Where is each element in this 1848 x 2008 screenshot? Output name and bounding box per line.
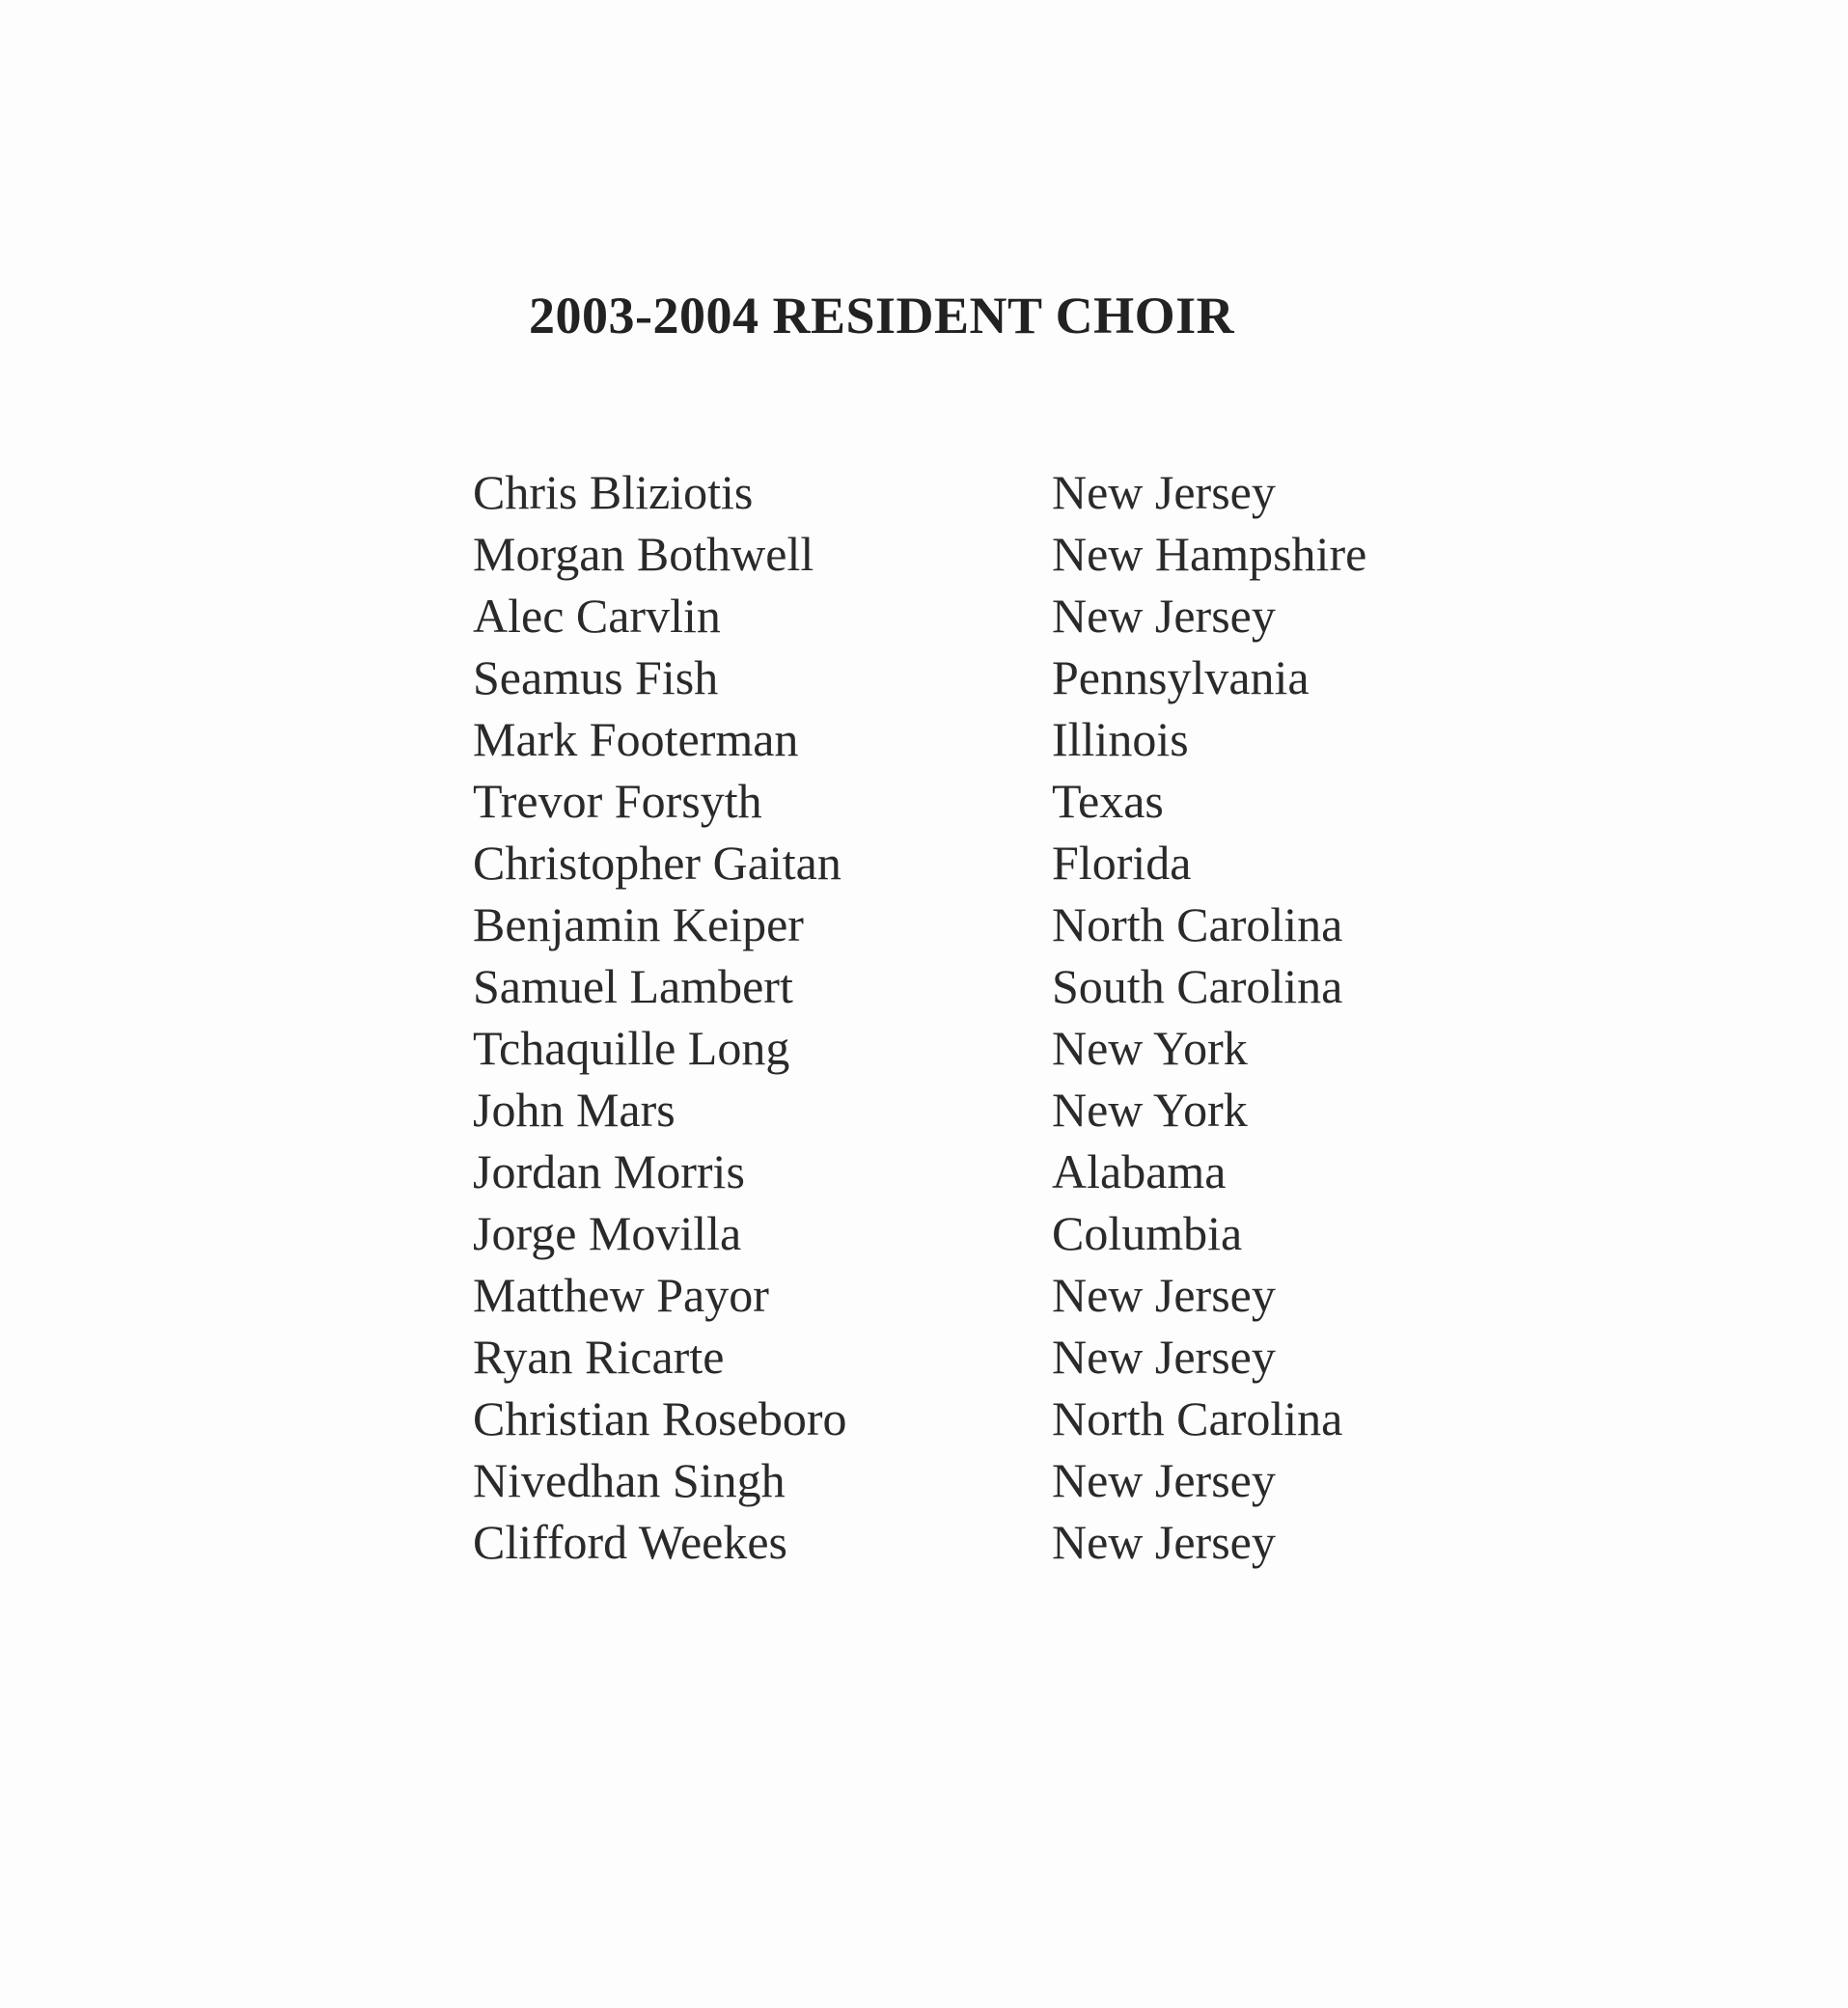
member-name: Alec Carvlin [473,589,721,643]
member-state: Alabama [1052,1144,1227,1198]
member-name: Ryan Ricarte [473,1330,725,1384]
member-state: New York [1052,1083,1248,1137]
member-state: Florida [1052,836,1192,890]
member-name: Trevor Forsyth [473,774,762,828]
member-name: Nivedhan Singh [473,1453,786,1507]
member-state: North Carolina [1052,897,1343,951]
member-state: New Jersey [1052,1515,1276,1569]
roster-row [473,1264,1438,1326]
roster-row [473,1326,1438,1388]
roster-row [473,1141,1438,1202]
roster-row [473,955,1438,1017]
member-name: Benjamin Keiper [473,897,804,951]
member-name: Jorge Movilla [473,1206,742,1260]
roster-row [473,1079,1438,1141]
member-state: Illinois [1052,712,1189,766]
roster-row [473,461,1438,523]
choir-roster [473,461,1438,1573]
roster-row [473,1017,1438,1079]
member-name: Mark Footerman [473,712,799,766]
member-name: Seamus Fish [473,650,719,704]
member-state: New Jersey [1052,1453,1276,1507]
roster-row [473,832,1438,894]
member-name: Tchaquille Long [473,1021,790,1075]
roster-row [473,708,1438,770]
member-name: Christian Roseboro [473,1391,847,1445]
member-name: Morgan Bothwell [473,527,814,581]
member-name: Christopher Gaitan [473,836,841,890]
roster-row [473,1388,1438,1449]
roster-row [473,1511,1438,1573]
roster-row [473,646,1438,708]
member-state: New Hampshire [1052,527,1367,581]
page-title: 2003-2004 RESIDENT CHOIR [529,287,1235,344]
roster-row [473,1202,1438,1264]
roster-row [473,1449,1438,1511]
member-state: New Jersey [1052,1330,1276,1384]
member-name: Chris Bliziotis [473,465,754,519]
roster-row [473,894,1438,955]
member-state: New Jersey [1052,465,1276,519]
roster-row [473,770,1438,832]
member-name: Clifford Weekes [473,1515,788,1569]
member-name: John Mars [473,1083,676,1137]
member-state: North Carolina [1052,1391,1343,1445]
member-state: Columbia [1052,1206,1243,1260]
member-name: Jordan Morris [473,1144,745,1198]
member-state: New York [1052,1021,1248,1075]
member-state: New Jersey [1052,1268,1276,1322]
member-state: Pennsylvania [1052,650,1310,704]
member-state: New Jersey [1052,589,1276,643]
member-name: Samuel Lambert [473,959,793,1013]
roster-row [473,585,1438,646]
member-state: Texas [1052,774,1164,828]
member-name: Matthew Payor [473,1268,769,1322]
roster-row [473,523,1438,585]
member-state: South Carolina [1052,959,1343,1013]
